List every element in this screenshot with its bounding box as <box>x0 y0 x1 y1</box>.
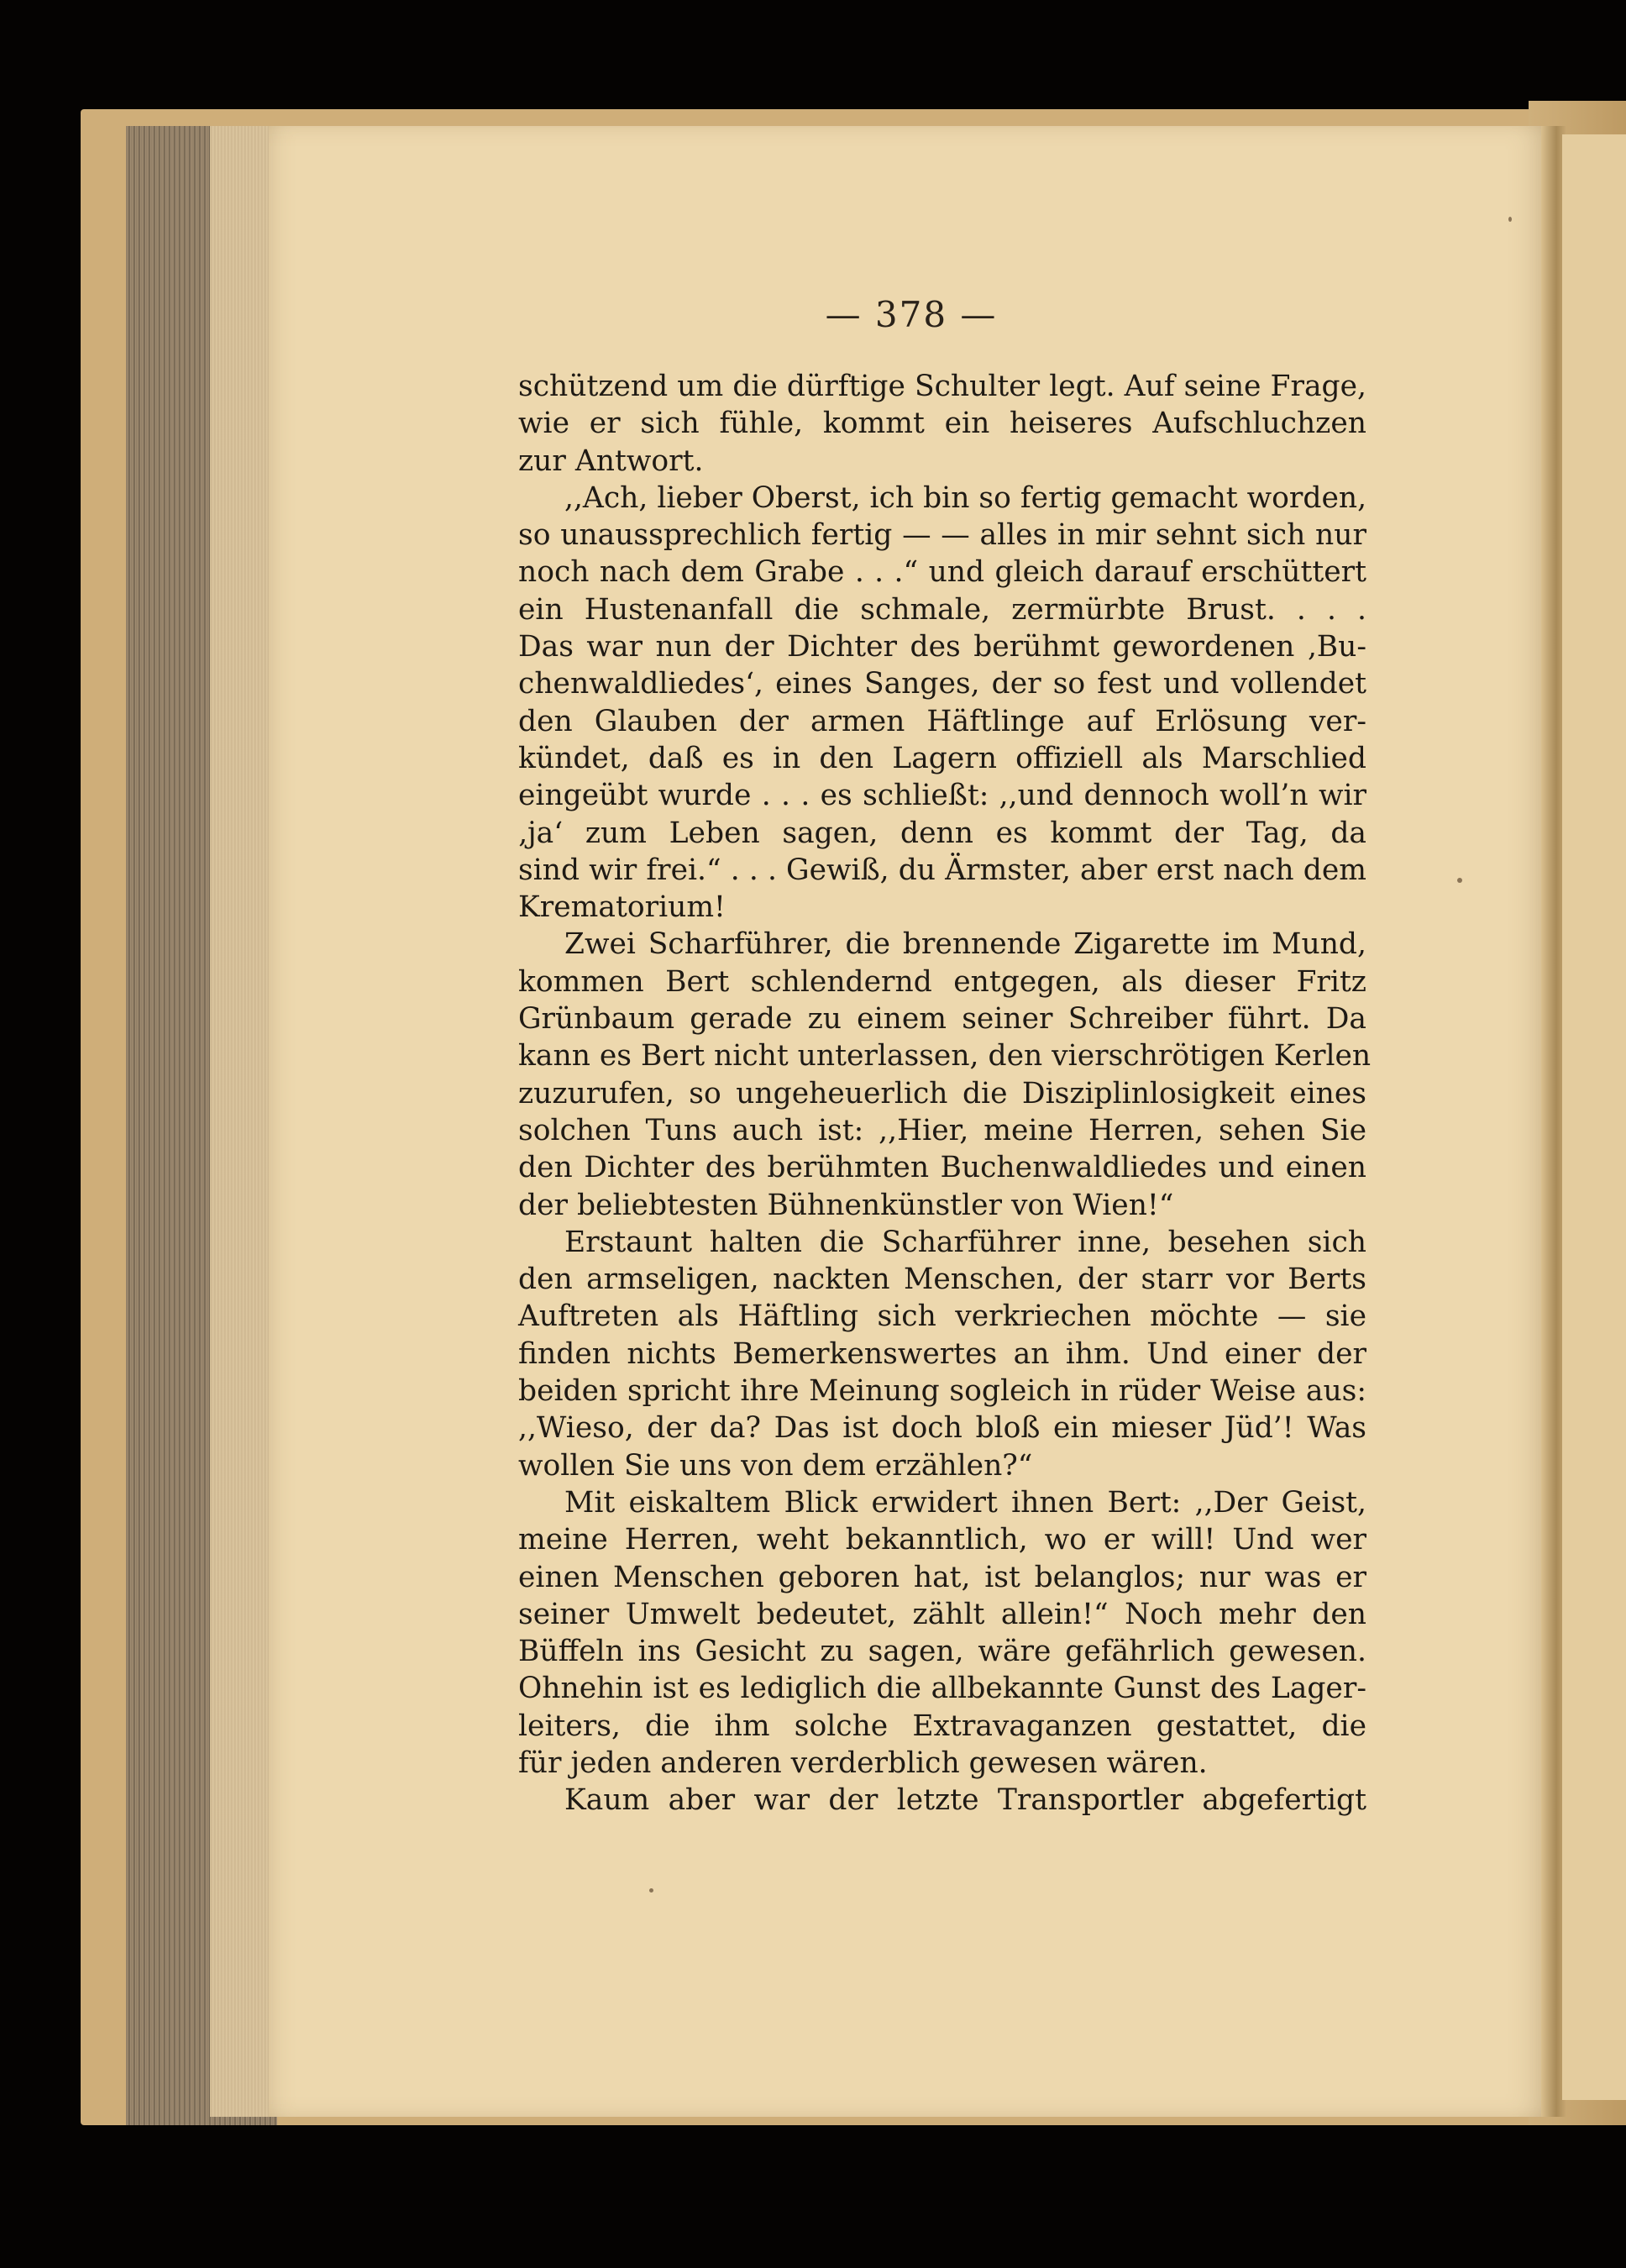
text-line: eingeübt wurde . . . es schließt: ,,und dennoch woll’n wir <box>518 779 1366 813</box>
paper-speck <box>1457 878 1462 883</box>
text-line: zuzurufen, so ungeheuerlich die Disziplinlosigkeit eines <box>518 1076 1366 1110</box>
text-line: meine Herren, weht bekanntlich, wo er will! Und wer <box>518 1523 1366 1557</box>
text-line: wollen Sie uns von dem erzählen?“ <box>518 1448 1033 1483</box>
text-line: noch nach dem Grabe . . .“ und gleich darauf erschüttert <box>518 555 1366 590</box>
text-line: finden nichts Bemerkenswertes an ihm. Und einer der <box>518 1336 1366 1371</box>
facing-page-edge <box>1562 134 1626 2100</box>
text-line: solchen Tuns auch ist: ,,Hier, meine Herren, sehen Sie <box>518 1113 1366 1147</box>
paper-speck <box>1508 217 1512 222</box>
text-line: wie er sich fühle, kommt ein heiseres Aufschluchzen <box>518 407 1366 441</box>
text-line: chenwaldliedes‘, eines Sanges, der so fest und vollendet <box>518 667 1366 701</box>
text-line: Auftreten als Häftling sich verkriechen möchte — sie <box>518 1299 1366 1334</box>
text-line: ,,Ach, lieber Oberst, ich bin so fertig gemacht worden, <box>564 480 1367 515</box>
text-line: Krematorium! <box>518 890 726 925</box>
text-line: für jeden anderen verderblich gewesen wären. <box>518 1746 1208 1780</box>
body-text <box>518 368 1372 1819</box>
text-line: Büffeln ins Gesicht zu sagen, wäre gefährlich gewesen. <box>518 1635 1366 1669</box>
text-line: sind wir frei.“ . . . Gewiß, du Ärmster, aber erst nach dem <box>518 853 1366 887</box>
text-line: Das war nun der Dichter des berühmt gewordenen ‚Bu- <box>518 630 1366 664</box>
text-line: seiner Umwelt bedeutet, zählt allein!“ Noch mehr den <box>518 1597 1366 1631</box>
text-line: Grünbaum gerade zu einem seiner Schreiber führt. Da <box>518 1002 1366 1037</box>
paper-speck <box>649 1888 653 1893</box>
text-line: kommen Bert schlendernd entgegen, als dieser Fritz <box>518 964 1366 999</box>
text-line: der beliebtesten Bühnenkünstler von Wien!“ <box>518 1188 1174 1222</box>
text-line: Ohnehin ist es lediglich die allbekannte Gunst des Lager- <box>518 1672 1366 1706</box>
text-line: leiters, die ihm solche Extravaganzen gestattet, die <box>518 1709 1366 1743</box>
text-line: Mit eiskaltem Blick erwidert ihnen Bert: ,,Der Geist, <box>564 1485 1366 1520</box>
text-line: den Glauben der armen Häftlinge auf Erlösung ver- <box>518 704 1366 738</box>
text-line: zur Antwort. <box>518 444 704 478</box>
text-line: beiden spricht ihre Meinung sogleich in rüder Weise aus: <box>518 1374 1366 1409</box>
text-line: Zwei Scharführer, die brennende Zigarette im Mund, <box>564 927 1366 962</box>
text-line: Kaum aber war der letzte Transportler abgefertigt <box>564 1783 1366 1818</box>
text-line: schützend um die dürftige Schulter legt. Auf seine Frage, <box>518 370 1366 403</box>
text-line: Erstaunt halten die Scharführer inne, besehen sich <box>564 1225 1366 1259</box>
text-line: ‚ja‘ zum Leben sagen, denn es kommt der Tag, da <box>518 816 1366 850</box>
page-number: — 378 — <box>825 294 998 335</box>
text-line: einen Menschen geboren hat, ist belanglos; nur was er <box>518 1560 1366 1594</box>
text-line: kündet, daß es in den Lagern offiziell als Marschlied <box>518 741 1366 775</box>
text-line: kann es Bert nicht unterlassen, den vierschrötigen Kerlen <box>518 1039 1372 1074</box>
text-line: ,,Wieso, der da? Das ist doch bloß ein mieser Jüd’! Was <box>518 1411 1366 1446</box>
text-line: den Dichter des berühmten Buchenwaldliedes und einen <box>518 1151 1366 1185</box>
text-line: ein Hustenanfall die schmale, zermürbte Brust. . . . <box>518 592 1366 627</box>
text-line: den armseligen, nackten Menschen, der starr vor Berts <box>518 1263 1366 1297</box>
text-line: so unaussprechlich fertig — — alles in mir sehnt sich nur <box>518 518 1366 553</box>
